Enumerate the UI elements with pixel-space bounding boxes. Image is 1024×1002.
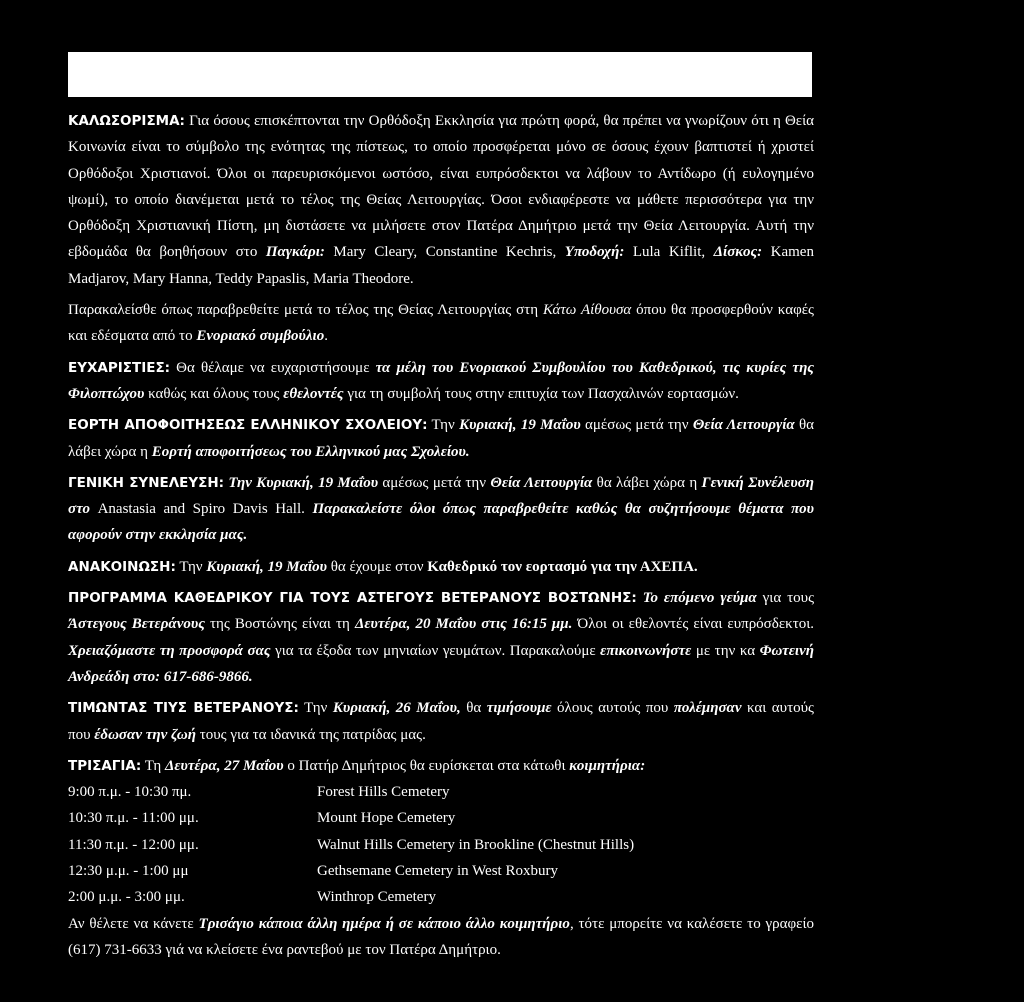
- trisagia-heading: ΤΡΙΣΑΓΙΑ:: [68, 757, 142, 774]
- graduation-paragraph: [68, 412, 814, 465]
- coffee-text: όπου θα προσφερθούν καφές και εδέσματα από το: [68, 302, 814, 345]
- thanks-heading: ΕΥΧΑΡΙΣΤΙΕΣ:: [68, 359, 171, 376]
- veterans-program-text: για τα έξοδα των μηνιαίων γευμάτων. Παρακαλούμε: [270, 642, 601, 659]
- welcome-paragraph: [68, 108, 814, 292]
- veterans-program-emphasis: Το επόμενο γεύμα: [642, 590, 757, 607]
- honoring-veterans-emphasis: πολέμησαν: [673, 700, 742, 717]
- graduation-text: Την: [427, 417, 460, 434]
- honoring-veterans-heading: ΤΙΜΩΝΤΑΣ ΤΙΥΣ ΒΕΤΕΡΑΝΟΥΣ:: [68, 700, 299, 717]
- honoring-veterans-text: και αυτούς που: [68, 700, 814, 743]
- assembly-emphasis: Παρακαλείστε όλοι όπως παραβρεθείτε καθώς θα συζητήσουμε θέματα που αφορούν στην εκκλησία μας.: [68, 501, 814, 544]
- trisagia-emphasis: Τρισάγιο κάποια άλλη ημέρα ή σε κάποιο άλλο κοιμητήριο: [198, 915, 570, 932]
- tray-label: Δίσκος:: [713, 244, 763, 261]
- honoring-veterans-paragraph: [68, 695, 814, 748]
- schedule-row: [68, 805, 634, 831]
- assembly-text: Anastasia and Spiro Davis Hall.: [90, 501, 313, 518]
- thanks-text: καθώς και όλους τους: [144, 385, 284, 402]
- veterans-program-contact: Φωτεινή Ανδρεάδη στο: 617-686-9866.: [68, 642, 814, 685]
- schedule-place: Winthrop Cemetery: [317, 889, 436, 906]
- welcome-text: Kamen Madjarov, Mary Hanna, Teddy Papaslis, Maria Theodore.: [68, 244, 814, 287]
- thanks-text: Θα θέλαμε να ευχαριστήσουμε: [170, 359, 376, 376]
- assembly-date: Την Κυριακή, 19 Μαΐου: [228, 474, 379, 491]
- honoring-veterans-text: τους για τα ιδανικά της πατρίδας μας.: [195, 726, 426, 743]
- graduation-text: θα λάβει χώρα η: [68, 417, 815, 460]
- graduation-date: Κυριακή, 19 Μαΐου: [459, 417, 581, 434]
- assembly-emphasis: Θεία Λειτουργία: [490, 474, 593, 491]
- honoring-veterans-emphasis: τιμήσουμε: [486, 700, 552, 717]
- announcement-paragraph: [68, 554, 814, 580]
- welcome-heading: ΚΑΛΩΣΟΡΙΣΜΑ:: [68, 113, 185, 129]
- schedule-row: [68, 832, 634, 858]
- coffee-text: .: [324, 328, 328, 345]
- trisagia-intro: [68, 753, 814, 779]
- welcome-text: Για όσους επισκέπτονται την Ορθόδοξη Εκκλησία για πρώτη φορά, θα πρέπει να γνωρίζουν ότι η Θεία Κοινωνία είναι το σύμβολο της ενότητας της πίστεως, το οποίο προσφέρεται μόνο σε όσους έχουν βαπτιστεί ή χριστεί Ορθόδοξοι Χριστιανοί. Όλοι οι παρευρισκόμενοι ωστόσο, είναι ευπρόσδεκτοι να λάβουν το Αντίδωρο (ή ευλογημένο ψωμί), το οποίο διανέμεται μετά το τέλος της Θείας Λειτουργίας. Όσοι ενδιαφέρεστε να μάθετε περισσότερα για την Ορθόδοξη Χριστιανική Πίστη, μη διστάσετε να μιλήσετε στον Πατέρα Δημήτριο μετά την Θεία Λειτουργία. Αυτή την εβδομάδα θα βοηθήσουν στο: [68, 113, 814, 261]
- welcome-text: Lula Kiflit,: [624, 244, 714, 261]
- schedule-time: 11:30 π.μ. - 12:00 μμ.: [68, 836, 199, 853]
- veterans-program-paragraph: [68, 585, 814, 690]
- cemetery-schedule: [68, 779, 634, 910]
- schedule-row: [68, 779, 634, 805]
- assembly-text: θα λάβει χώρα η: [592, 474, 702, 491]
- schedule-row: [68, 858, 634, 884]
- honoring-veterans-emphasis: έδωσαν την ζωή: [94, 726, 196, 743]
- announcement-heading: ΑΝΑΚΟΙΝΩΣΗ:: [68, 558, 176, 575]
- schedule-row: [68, 884, 634, 910]
- coffee-paragraph: [68, 297, 814, 350]
- veterans-program-text: με την κα: [691, 642, 760, 659]
- veterans-program-heading: ΠΡΟΓΡΑΜΜΑ ΚΑΘΕΔΡΙΚΟΥ ΓΙΑ ΤΟΥΣ ΑΣΤΕΓΟΥΣ ΒΕΤΕΡΑΝΟΥΣ ΒΟΣΤΩΝΗΣ:: [68, 590, 637, 607]
- trisagia-text: Τη: [141, 757, 165, 774]
- bulletin-content: [68, 108, 814, 968]
- veterans-program-text: της Βοστώνης είναι τη: [204, 616, 355, 633]
- assembly-emphasis: Γενική Συνέλευση στο: [68, 474, 814, 518]
- honoring-veterans-date: Κυριακή, 26 Μαΐου,: [332, 700, 461, 717]
- schedule-time: 9:00 π.μ. - 10:30 πμ.: [68, 784, 192, 801]
- assembly-heading: ΓΕΝΙΚΗ ΣΥΝΕΛΕΥΣΗ:: [68, 474, 225, 491]
- graduation-heading: ΕΟΡΤΗ ΑΠΟΦΟΙΤΗΣΕΩΣ ΕΛΛΗΝΙΚΟΥ ΣΧΟΛΕΙΟΥ:: [68, 417, 428, 434]
- announcement-text: Την: [175, 558, 207, 575]
- trisagia-text: Αν θέλετε να κάνετε: [68, 915, 199, 932]
- veterans-program-text: Όλοι οι εθελοντές είναι ευπρόσδεκτοι.: [572, 616, 815, 633]
- trisagia-emphasis: κοιμητήρια:: [569, 757, 646, 774]
- trisagia-date: Δευτέρα, 27 Μαΐου: [164, 757, 284, 774]
- graduation-emphasis: Εορτή αποφοιτήσεως του Ελληνικού μας Σχολείου.: [151, 443, 470, 460]
- welcome-text: Mary Cleary, Constantine Kechris,: [324, 244, 565, 261]
- schedule-time: 2:00 μ.μ. - 3:00 μμ.: [68, 889, 185, 906]
- veterans-program-emphasis: Άστεγους Βετεράνους: [68, 616, 205, 633]
- assembly-text: αμέσως μετά την: [378, 474, 491, 491]
- trisagia-closing: [68, 911, 814, 964]
- veterans-program-date: Δευτέρα, 20 Μαΐου στις 16:15 μμ.: [354, 616, 573, 633]
- veterans-program-emphasis: επικοινωνήστε: [600, 642, 692, 659]
- announcement-text: θα έχουμε στον: [326, 558, 428, 575]
- schedule-time: 10:30 π.μ. - 11:00 μμ.: [68, 810, 199, 827]
- veterans-program-text: για τους: [756, 590, 815, 607]
- assembly-paragraph: [68, 470, 814, 549]
- coffee-location: Κάτω Αίθουσα: [542, 302, 632, 319]
- schedule-place: Mount Hope Cemetery: [317, 810, 456, 827]
- honoring-veterans-text: όλους αυτούς που: [551, 700, 674, 717]
- announcement-date: Κυριακή, 19 Μαΐου: [206, 558, 327, 575]
- trisagia-text: ο Πατήρ Δημήτριος θα ευρίσκεται στα κάτωθι: [283, 757, 570, 774]
- pangari-label: Παγκάρι:: [265, 244, 325, 261]
- graduation-emphasis: Θεία Λειτουργία: [692, 417, 795, 434]
- announcement-emphasis: Καθεδρικό τον εορτασμό για την ΑΧΕΠΑ.: [427, 558, 698, 575]
- schedule-place: Forest Hills Cemetery: [317, 784, 450, 801]
- honoring-veterans-text: Την: [298, 700, 333, 717]
- coffee-text: Παρακαλείσθε όπως παραβρεθείτε μετά το τέλος της Θείας Λειτουργίας στη: [68, 302, 543, 319]
- thanks-paragraph: [68, 355, 814, 408]
- trisagia-text: , τότε μπορείτε να καλέσετε το γραφείο (617) 731-6633 γιά να κλείσετε ένα ραντεβού με τον Πατέρα Δημήτριο.: [68, 915, 814, 958]
- coffee-host: Ενοριακό συμβούλιο: [196, 328, 325, 345]
- thanks-emphasis: τα μέλη του Ενοριακού Συμβουλίου του Καθεδρικού, τις κυρίες της Φιλοπτώχου: [68, 359, 814, 402]
- schedule-place: Gethsemane Cemetery in West Roxbury: [317, 863, 558, 880]
- header-bar: [68, 52, 812, 97]
- thanks-emphasis: εθελοντές: [283, 385, 344, 402]
- thanks-text: για τη συμβολή τους στην επιτυχία των Πασχαλινών εορτασμών.: [343, 385, 739, 402]
- schedule-time: 12:30 μ.μ. - 1:00 μμ: [68, 863, 189, 880]
- veterans-program-emphasis: Χρειαζόμαστε τη προσφορά σας: [68, 642, 271, 659]
- trisagia-section: [68, 753, 814, 963]
- graduation-text: αμέσως μετά την: [580, 417, 693, 434]
- schedule-place: Walnut Hills Cemetery in Brookline (Chestnut Hills): [317, 836, 635, 853]
- honoring-veterans-text: θα: [460, 700, 487, 717]
- reception-label: Υποδοχή:: [564, 244, 625, 261]
